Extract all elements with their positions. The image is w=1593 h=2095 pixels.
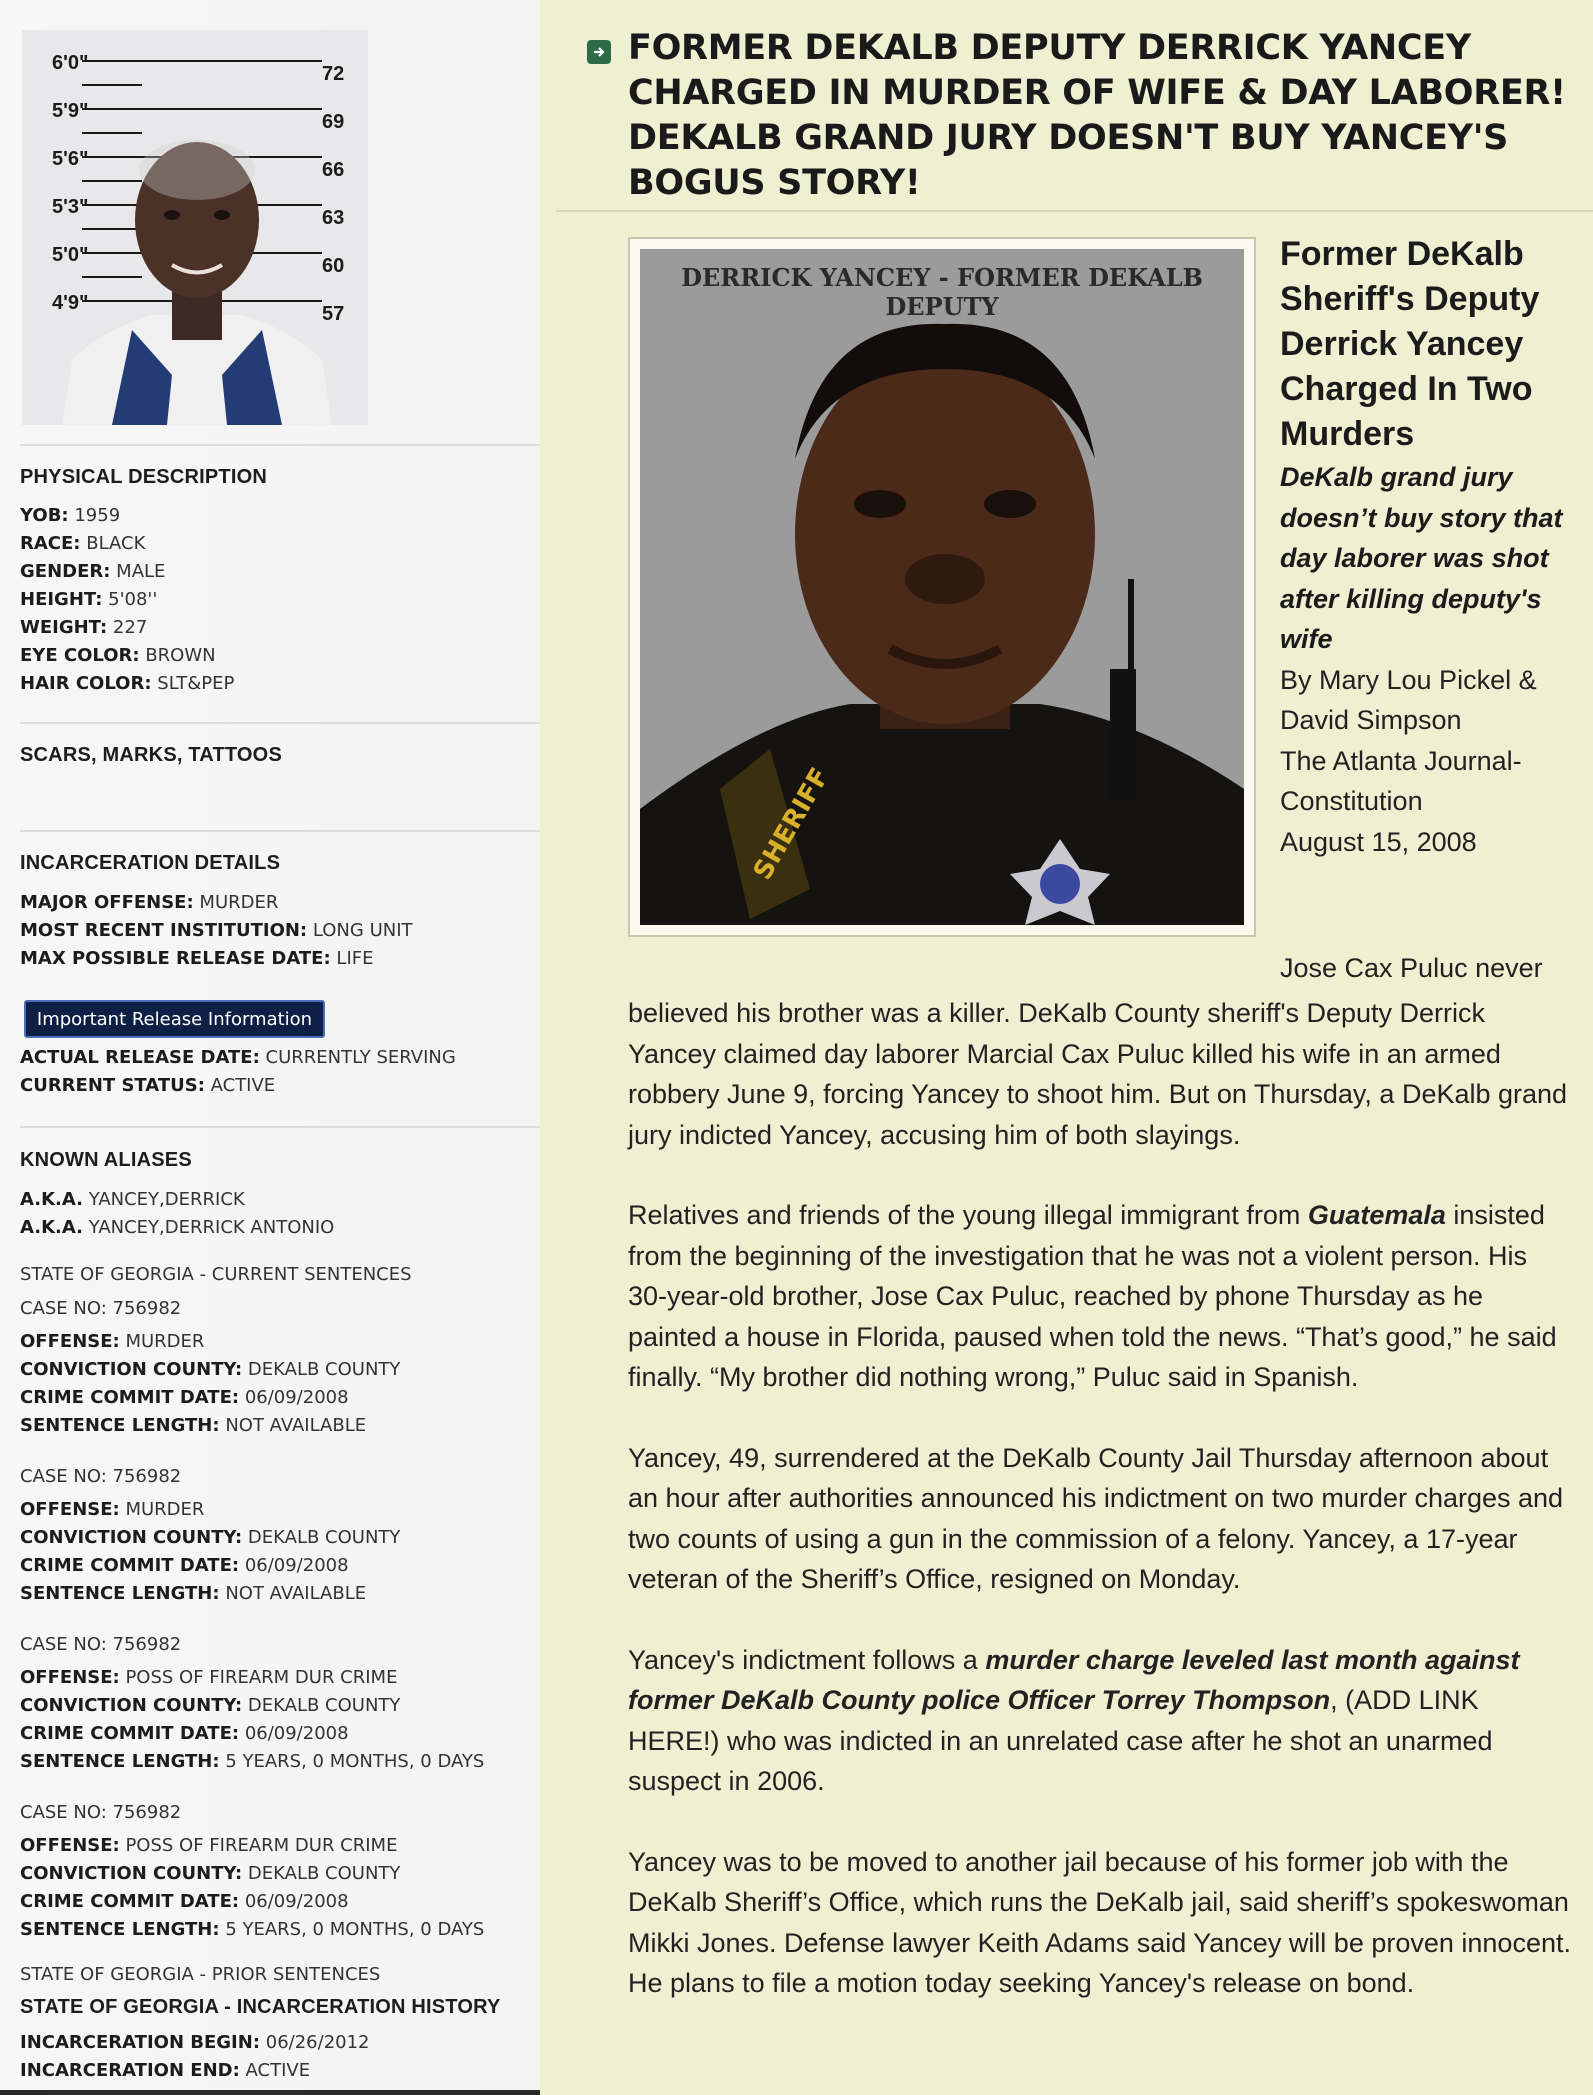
field-eye-color: EYE COLOR: BROWN <box>20 645 216 666</box>
case-date: CRIME COMMIT DATE: 06/09/2008 <box>20 1891 349 1912</box>
incarceration-details-heading: INCARCERATION DETAILS <box>20 852 281 874</box>
article-paragraph: believed his brother was a killer. DeKalb County sheriff's Deputy Derrick Yancey claimed day laborer Marcial Cax Puluc killed his wife in an armed robbery June 9, forcing Yancey to shoot him. But on Thursday, a DeKalb grand jury indicted Yancey, accusing him of both slayings. <box>628 998 1568 1150</box>
field-yob: YOB: 1959 <box>20 505 121 526</box>
article-headline: FORMER DEKALB DEPUTY DERRICK YANCEY CHARGED IN MURDER OF WIFE & DAY LABORER! DEKALB GRAND JURY DOESN'T BUY YANCEY'S BOGUS STORY! <box>628 28 1566 203</box>
case-date: CRIME COMMIT DATE: 06/09/2008 <box>20 1723 349 1744</box>
case-county: CONVICTION COUNTY: DEKALB COUNTY <box>20 1359 401 1380</box>
field-incarceration-end: INCARCERATION END: ACTIVE <box>20 2060 311 2081</box>
article-subtitle: Former DeKalb Sheriff's Deputy Derrick Yancey Charged In Two Murders <box>1280 235 1540 453</box>
article-date: August 15, 2008 <box>1280 826 1477 857</box>
physical-description-heading: PHYSICAL DESCRIPTION <box>20 466 267 488</box>
article-paragraph: Yancey, 49, surrendered at the DeKalb County Jail Thursday afternoon about an hour after authorities announced his indictment on two murder charges and two counts of using a gun in the commission of a felony. Yancey, a 17-year veteran of the Sheriff’s Office, resigned on Monday. <box>628 1442 1564 1594</box>
case-county: CONVICTION COUNTY: DEKALB COUNTY <box>20 1695 401 1716</box>
scale-label: 4'9" <box>52 292 89 314</box>
case-offense: OFFENSE: POSS OF FIREARM DUR CRIME <box>20 1835 398 1856</box>
alias-item: A.K.A. YANCEY,DERRICK ANTONIO <box>20 1217 335 1238</box>
field-hair-color: HAIR COLOR: SLT&PEP <box>20 673 235 694</box>
article-publication: The Atlanta Journal-Constitution <box>1280 745 1522 816</box>
article-deck: DeKalb grand jury doesn’t buy story that day laborer was shot after killing deputy's wife <box>1280 462 1563 654</box>
prior-sentences-heading: STATE OF GEORGIA - PRIOR SENTENCES <box>20 1964 381 1985</box>
article-sidebar <box>1280 232 1580 862</box>
scroll-edge <box>0 2090 540 2095</box>
field-current-status: CURRENT STATUS: ACTIVE <box>20 1075 276 1096</box>
alias-item: A.K.A. YANCEY,DERRICK <box>20 1189 245 1210</box>
field-actual-release: ACTUAL RELEASE DATE: CURRENTLY SERVING <box>20 1047 456 1068</box>
field-incarceration-begin: INCARCERATION BEGIN: 06/26/2012 <box>20 2032 370 2053</box>
scars-heading: SCARS, MARKS, TATTOOS <box>20 744 282 766</box>
field-height: HEIGHT: 5'08'' <box>20 589 158 610</box>
scale-label: 69 <box>322 111 345 133</box>
case-county: CONVICTION COUNTY: DEKALB COUNTY <box>20 1863 401 1884</box>
case-length: SENTENCE LENGTH: NOT AVAILABLE <box>20 1583 367 1604</box>
deputy-photo-frame <box>628 237 1256 937</box>
field-major-offense: MAJOR OFFENSE: MURDER <box>20 892 279 913</box>
divider <box>20 722 540 724</box>
field-max-release: MAX POSSIBLE RELEASE DATE: LIFE <box>20 948 374 969</box>
article-paragraph: Yancey was to be moved to another jail because of his former job with the DeKalb Sheriff’s Office, which runs the DeKalb jail, said sheriff’s spokeswoman Mikki Jones. Defense lawyer Keith Adams said Yancey will be proven innocent. He plans to file a motion today seeking Yancey's release on bond. <box>628 1846 1571 1998</box>
article-lead-start: Jose Cax Puluc never <box>1280 953 1543 983</box>
field-weight: WEIGHT: 227 <box>20 617 148 638</box>
scale-label: 72 <box>322 63 345 85</box>
divider <box>20 1126 540 1128</box>
case-number: CASE NO: 756982 <box>20 1466 182 1487</box>
case-length: SENTENCE LENGTH: 5 YEARS, 0 MONTHS, 0 DAYS <box>20 1919 485 1940</box>
field-institution: MOST RECENT INSTITUTION: LONG UNIT <box>20 920 413 941</box>
sheriff-patch-text: SHERIFF <box>747 763 836 885</box>
case-offense: OFFENSE: MURDER <box>20 1331 205 1352</box>
case-number: CASE NO: 756982 <box>20 1298 182 1319</box>
deputy-portrait <box>640 249 1244 925</box>
scale-label: 57 <box>322 303 345 325</box>
case-county: CONVICTION COUNTY: DEKALB COUNTY <box>20 1527 401 1548</box>
article-byline: By Mary Lou Pickel & David Simpson <box>1280 664 1537 735</box>
arrow-right-icon <box>587 40 611 64</box>
divider <box>20 444 540 446</box>
case-offense: OFFENSE: POSS OF FIREARM DUR CRIME <box>20 1667 398 1688</box>
scale-label: 60 <box>322 255 345 277</box>
aliases-heading: KNOWN ALIASES <box>20 1149 192 1171</box>
scale-label: 66 <box>322 159 345 181</box>
divider <box>556 210 1593 212</box>
case-date: CRIME COMMIT DATE: 06/09/2008 <box>20 1387 349 1408</box>
mugshot-photo <box>22 30 368 425</box>
article-body <box>628 993 1573 2044</box>
divider <box>20 830 540 832</box>
case-number: CASE NO: 756982 <box>20 1802 182 1823</box>
case-number: CASE NO: 756982 <box>20 1634 182 1655</box>
field-race: RACE: BLACK <box>20 533 146 554</box>
article-paragraph: Yancey's indictment follows a murder charge leveled last month against former DeKalb County police Officer Torrey Thompson, (ADD LINK HERE!) who was indicted in an unrelated case after he shot an unarmed suspect in 2006. <box>628 1644 1520 1796</box>
release-info-button[interactable]: Important Release Information <box>24 1000 325 1038</box>
case-date: CRIME COMMIT DATE: 06/09/2008 <box>20 1555 349 1576</box>
scale-label: 5'9" <box>52 100 89 122</box>
scale-label: 5'3" <box>52 196 89 218</box>
case-length: SENTENCE LENGTH: 5 YEARS, 0 MONTHS, 0 DAYS <box>20 1751 485 1772</box>
scale-label: 6'0" <box>52 52 89 74</box>
article-paragraph: Relatives and friends of the young illegal immigrant from Guatemala insisted from the beginning of the investigation that he was not a violent person. His 30-year-old brother, Jose Cax Puluc, reached by phone Thursday as he painted a house in Florida, paused when told the news. “That’s good,” he said finally. “My brother did nothing wrong,” Puluc said in Spanish. <box>628 1200 1557 1392</box>
case-length: SENTENCE LENGTH: NOT AVAILABLE <box>20 1415 367 1436</box>
photo-caption: DERRICK YANCEY - FORMER DEKALB DEPUTY <box>681 263 1203 321</box>
incarceration-history-heading: STATE OF GEORGIA - INCARCERATION HISTORY <box>20 1996 501 2018</box>
current-sentences-heading: STATE OF GEORGIA - CURRENT SENTENCES <box>20 1264 412 1285</box>
scale-label: 63 <box>322 207 345 229</box>
case-offense: OFFENSE: MURDER <box>20 1499 205 1520</box>
scale-label: 5'0" <box>52 244 89 266</box>
deputy-photo <box>640 249 1244 925</box>
inmate-panel <box>0 0 540 2095</box>
scale-label: 5'6" <box>52 148 89 170</box>
inmate-silhouette <box>22 30 368 425</box>
field-gender: GENDER: MALE <box>20 561 166 582</box>
